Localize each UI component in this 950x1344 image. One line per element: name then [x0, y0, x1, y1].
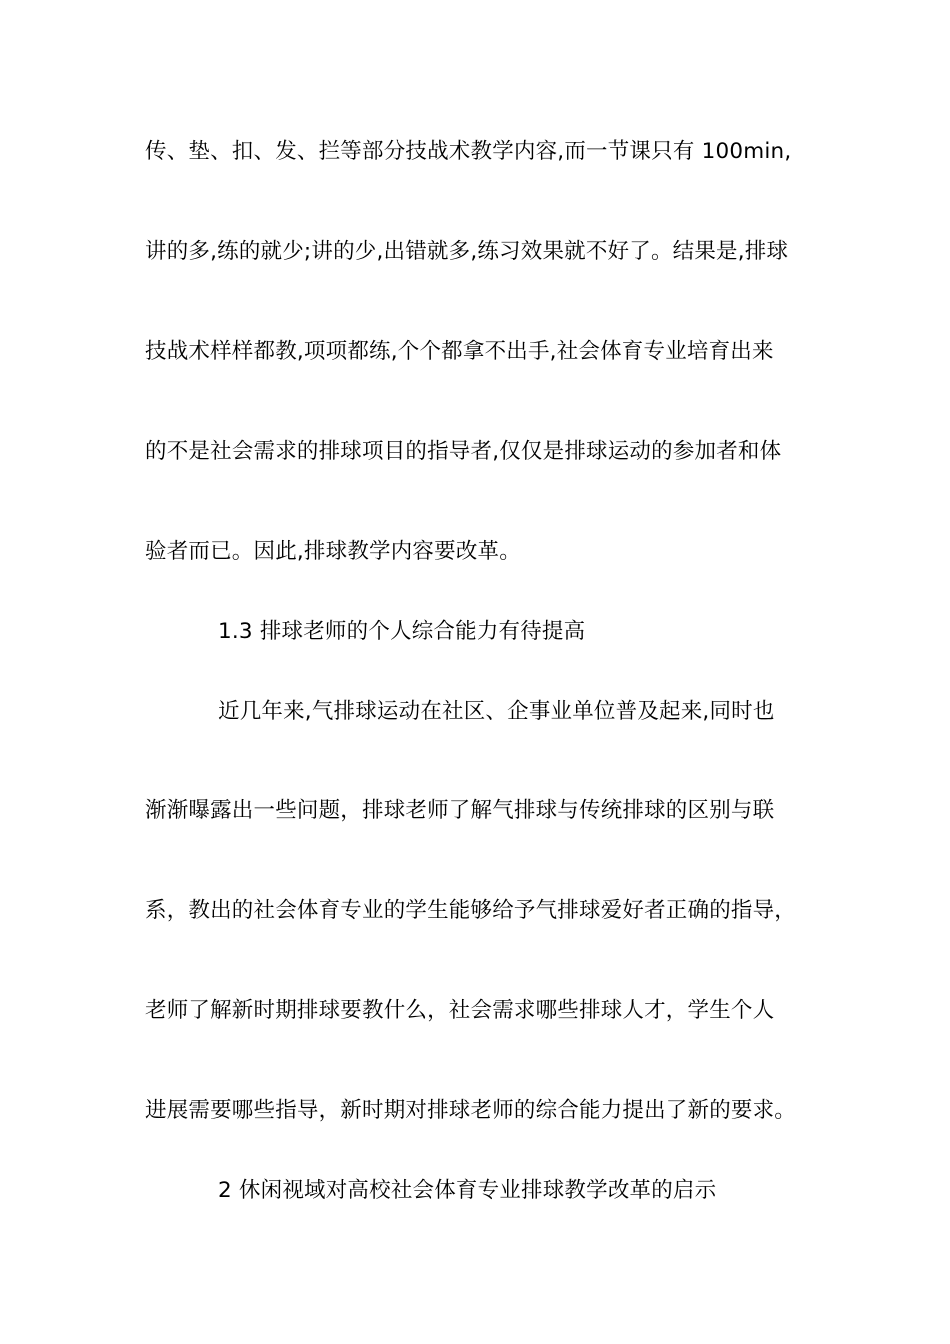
paragraph-line: 进展需要哪些指导，新时期对排球老师的综合能力提出了新的要求。 — [145, 1098, 797, 1123]
paragraph-line: 的不是社会需求的排球项目的指导者,仅仅是排球运动的参加者和体 — [145, 439, 782, 464]
section-heading-1-3: 1.3 排球老师的个人综合能力有待提高 — [218, 619, 586, 644]
paragraph-line: 传、垫、扣、发、拦等部分技战术教学内容,而一节课只有 100min, — [145, 139, 792, 164]
paragraph-line: 讲的多,练的就少;讲的少,出错就多,练习效果就不好了。结果是,排球 — [145, 239, 789, 264]
paragraph-line: 技战术样样都教,项项都练,个个都拿不出手,社会体育专业培育出来 — [145, 339, 774, 364]
paragraph-line: 系，教出的社会体育专业的学生能够给予气排球爱好者正确的指导， — [145, 898, 797, 923]
section-heading-2: 2 休闲视域对高校社会体育专业排球教学改革的启示 — [218, 1178, 717, 1203]
paragraph-line: 老师了解新时期排球要教什么，社会需求哪些排球人才，学生个人 — [145, 998, 775, 1023]
paragraph-line: 验者而已。因此,排球教学内容要改革。 — [145, 539, 521, 564]
paragraph-line: 近几年来,气排球运动在社区、企事业单位普及起来,同时也 — [218, 699, 775, 724]
paragraph-line: 渐渐曝露出一些问题，排球老师了解气排球与传统排球的区别与联 — [145, 798, 775, 823]
